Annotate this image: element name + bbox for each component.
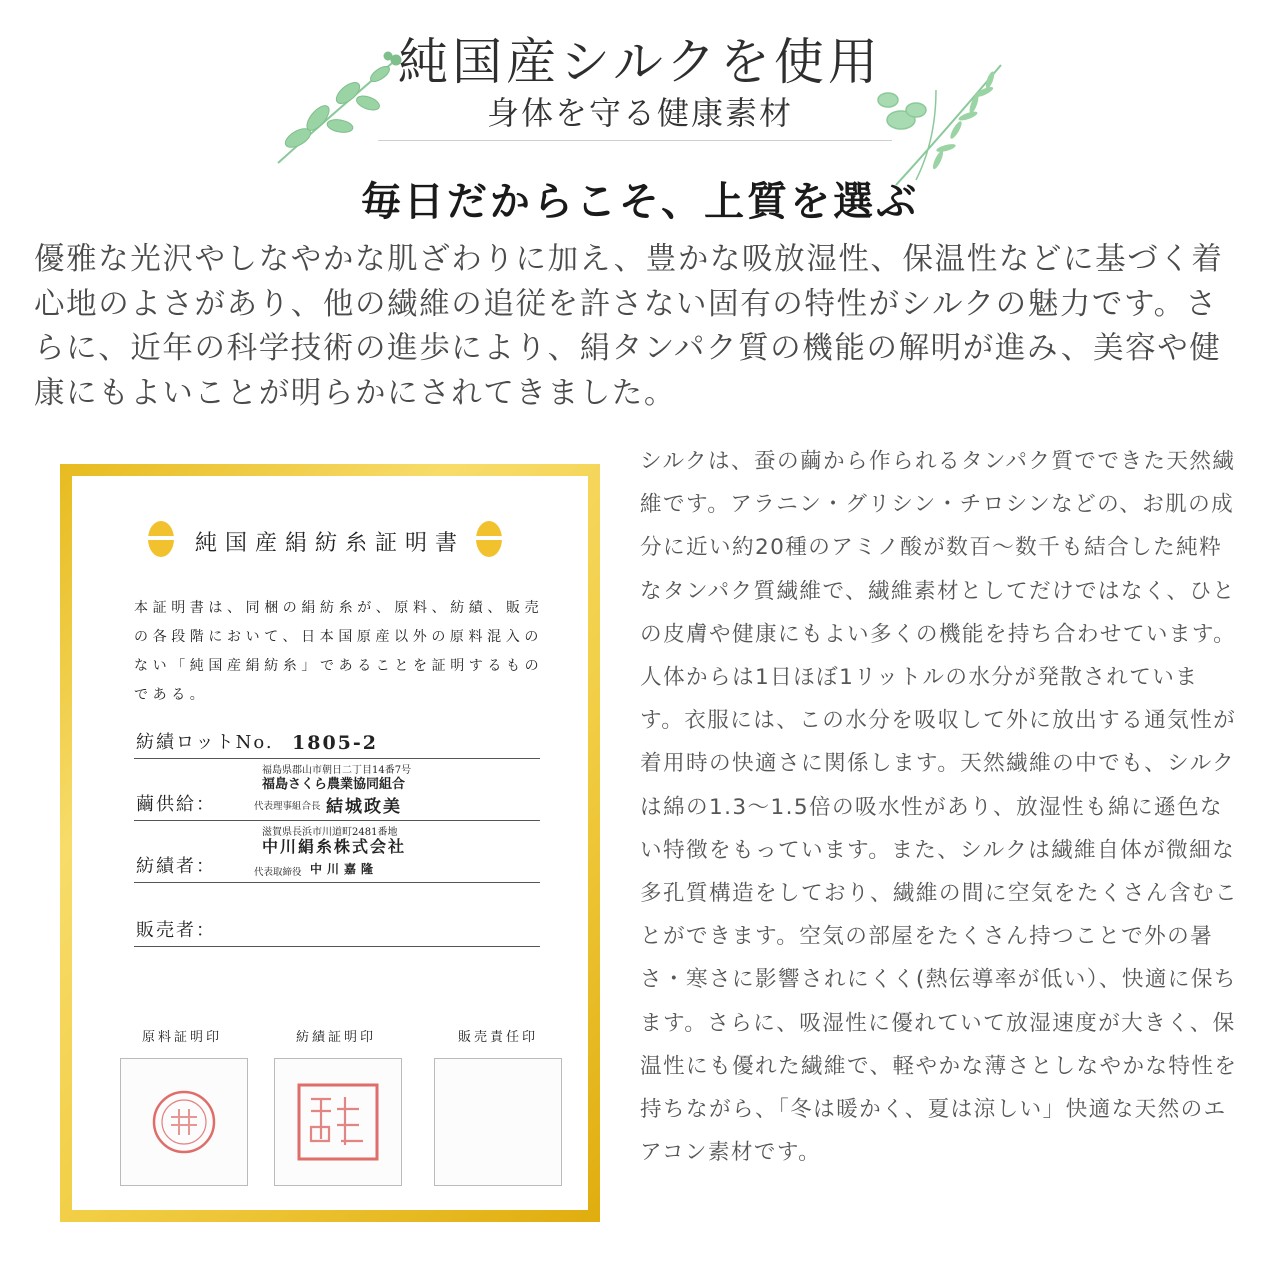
seal-box-seller (434, 1058, 562, 1186)
supplier-rep-title: 代表理事組合長 (254, 801, 321, 812)
header-divider (378, 140, 892, 141)
spinner-rep-title: 代表取締役 (254, 867, 302, 878)
lot-label: 紡績ロットNo. (136, 732, 274, 753)
spinner-org: 中川絹糸株式会社 (262, 837, 407, 856)
page-title: 純国産シルクを使用 (398, 33, 882, 91)
spinner-rep-name: 中川嘉隆 (310, 862, 379, 876)
gold-ornament-icon (475, 520, 503, 558)
seal-label-seller: 販売責任印 (457, 1030, 538, 1045)
seal-label-material: 原料証明印 (141, 1030, 222, 1045)
seller-row (134, 886, 540, 947)
round-seal-stamp-icon (121, 1059, 247, 1185)
headline: 毎日だからこそ、上質を選ぶ (360, 179, 920, 225)
spinner-address: 滋賀県長浜市川道町2481番地 (262, 827, 398, 838)
seal-box-spinning (274, 1058, 402, 1186)
certificate-frame (60, 464, 600, 1222)
certificate-title: 純国産絹紡糸証明書 (194, 531, 465, 556)
seller-label: 販売者： (136, 920, 216, 941)
silk-description: シルクは、蚕の繭から作られるタンパク質でできた天然繊維です。アラニン・グリシン・チロシンなどの、お肌の成分に近い約20種のアミノ酸が数百〜数千も結合した純粋なタンパク質繊維で、繊維素材としてだけではなく、ひとの皮膚や健康にもよい多くの機能を持ち合わせています。人体からは1日ほぼ1リットルの水分が発散されています。衣服には、この水分を吸収して外に放出する通気性が着用時の快適さに関係します。天然繊維の中でも、シルクは綿の1.3〜1.5倍の吸水性があり、放湿性も綿に遜色ない特徴をもっています。また、シルクは繊維自体が微細な多孔質構造をしており、繊維の間に空気をたくさん含むことができます。空気の部屋をたくさん持つことで外の暑さ・寒さに影響されにくく(熱伝導率が低い）、快適に保ちます。さらに、吸湿性に優れていて放湿速度が大きく、保温性にも優れた繊維で、軽やかな薄さとしなやかな特性を持ちながら、「冬は暖かく、夏は涼しい」快適な天然のエアコン素材です。 (640, 449, 1238, 1166)
spinner-row (134, 822, 540, 883)
supplier-label: 繭供給： (136, 794, 216, 815)
certificate-body: 本証明書は、同梱の絹紡糸が、原料、紡績、販売の各段階において、日本国原産以外の原料混入のない「純国産絹紡糸」であることを証明するものである。 (134, 600, 544, 703)
intro-paragraph: 優雅な光沢やしなやかな肌ざわりに加え、豊かな吸放湿性、保温性などに基づく着心地のよさがあり、他の繊維の追従を許さない固有の特性がシルクの魅力です。さらに、近年の科学技術の進歩により、絹タンパク質の機能の解明が進み、美容や健康にもよいことが明らかにされてきました。 (34, 242, 1224, 411)
supplier-row (134, 760, 540, 821)
supplier-address: 福島県郡山市朝日二丁目14番7号 (262, 765, 412, 776)
certificate (72, 476, 588, 1210)
lot-value: 1805-2 (292, 732, 378, 754)
seal-label-spinning: 紡績証明印 (295, 1030, 376, 1045)
supplier-org: 福島さくら農業協同組合 (262, 777, 406, 792)
page-subtitle: 身体を守る健康素材 (486, 94, 793, 132)
square-seal-stamp-icon (275, 1059, 401, 1185)
supplier-rep-name: 結城政美 (326, 797, 402, 817)
spinner-label: 紡績者： (136, 856, 216, 877)
header (0, 0, 1280, 230)
lot-row (134, 726, 540, 759)
seal-box-material (120, 1058, 248, 1186)
